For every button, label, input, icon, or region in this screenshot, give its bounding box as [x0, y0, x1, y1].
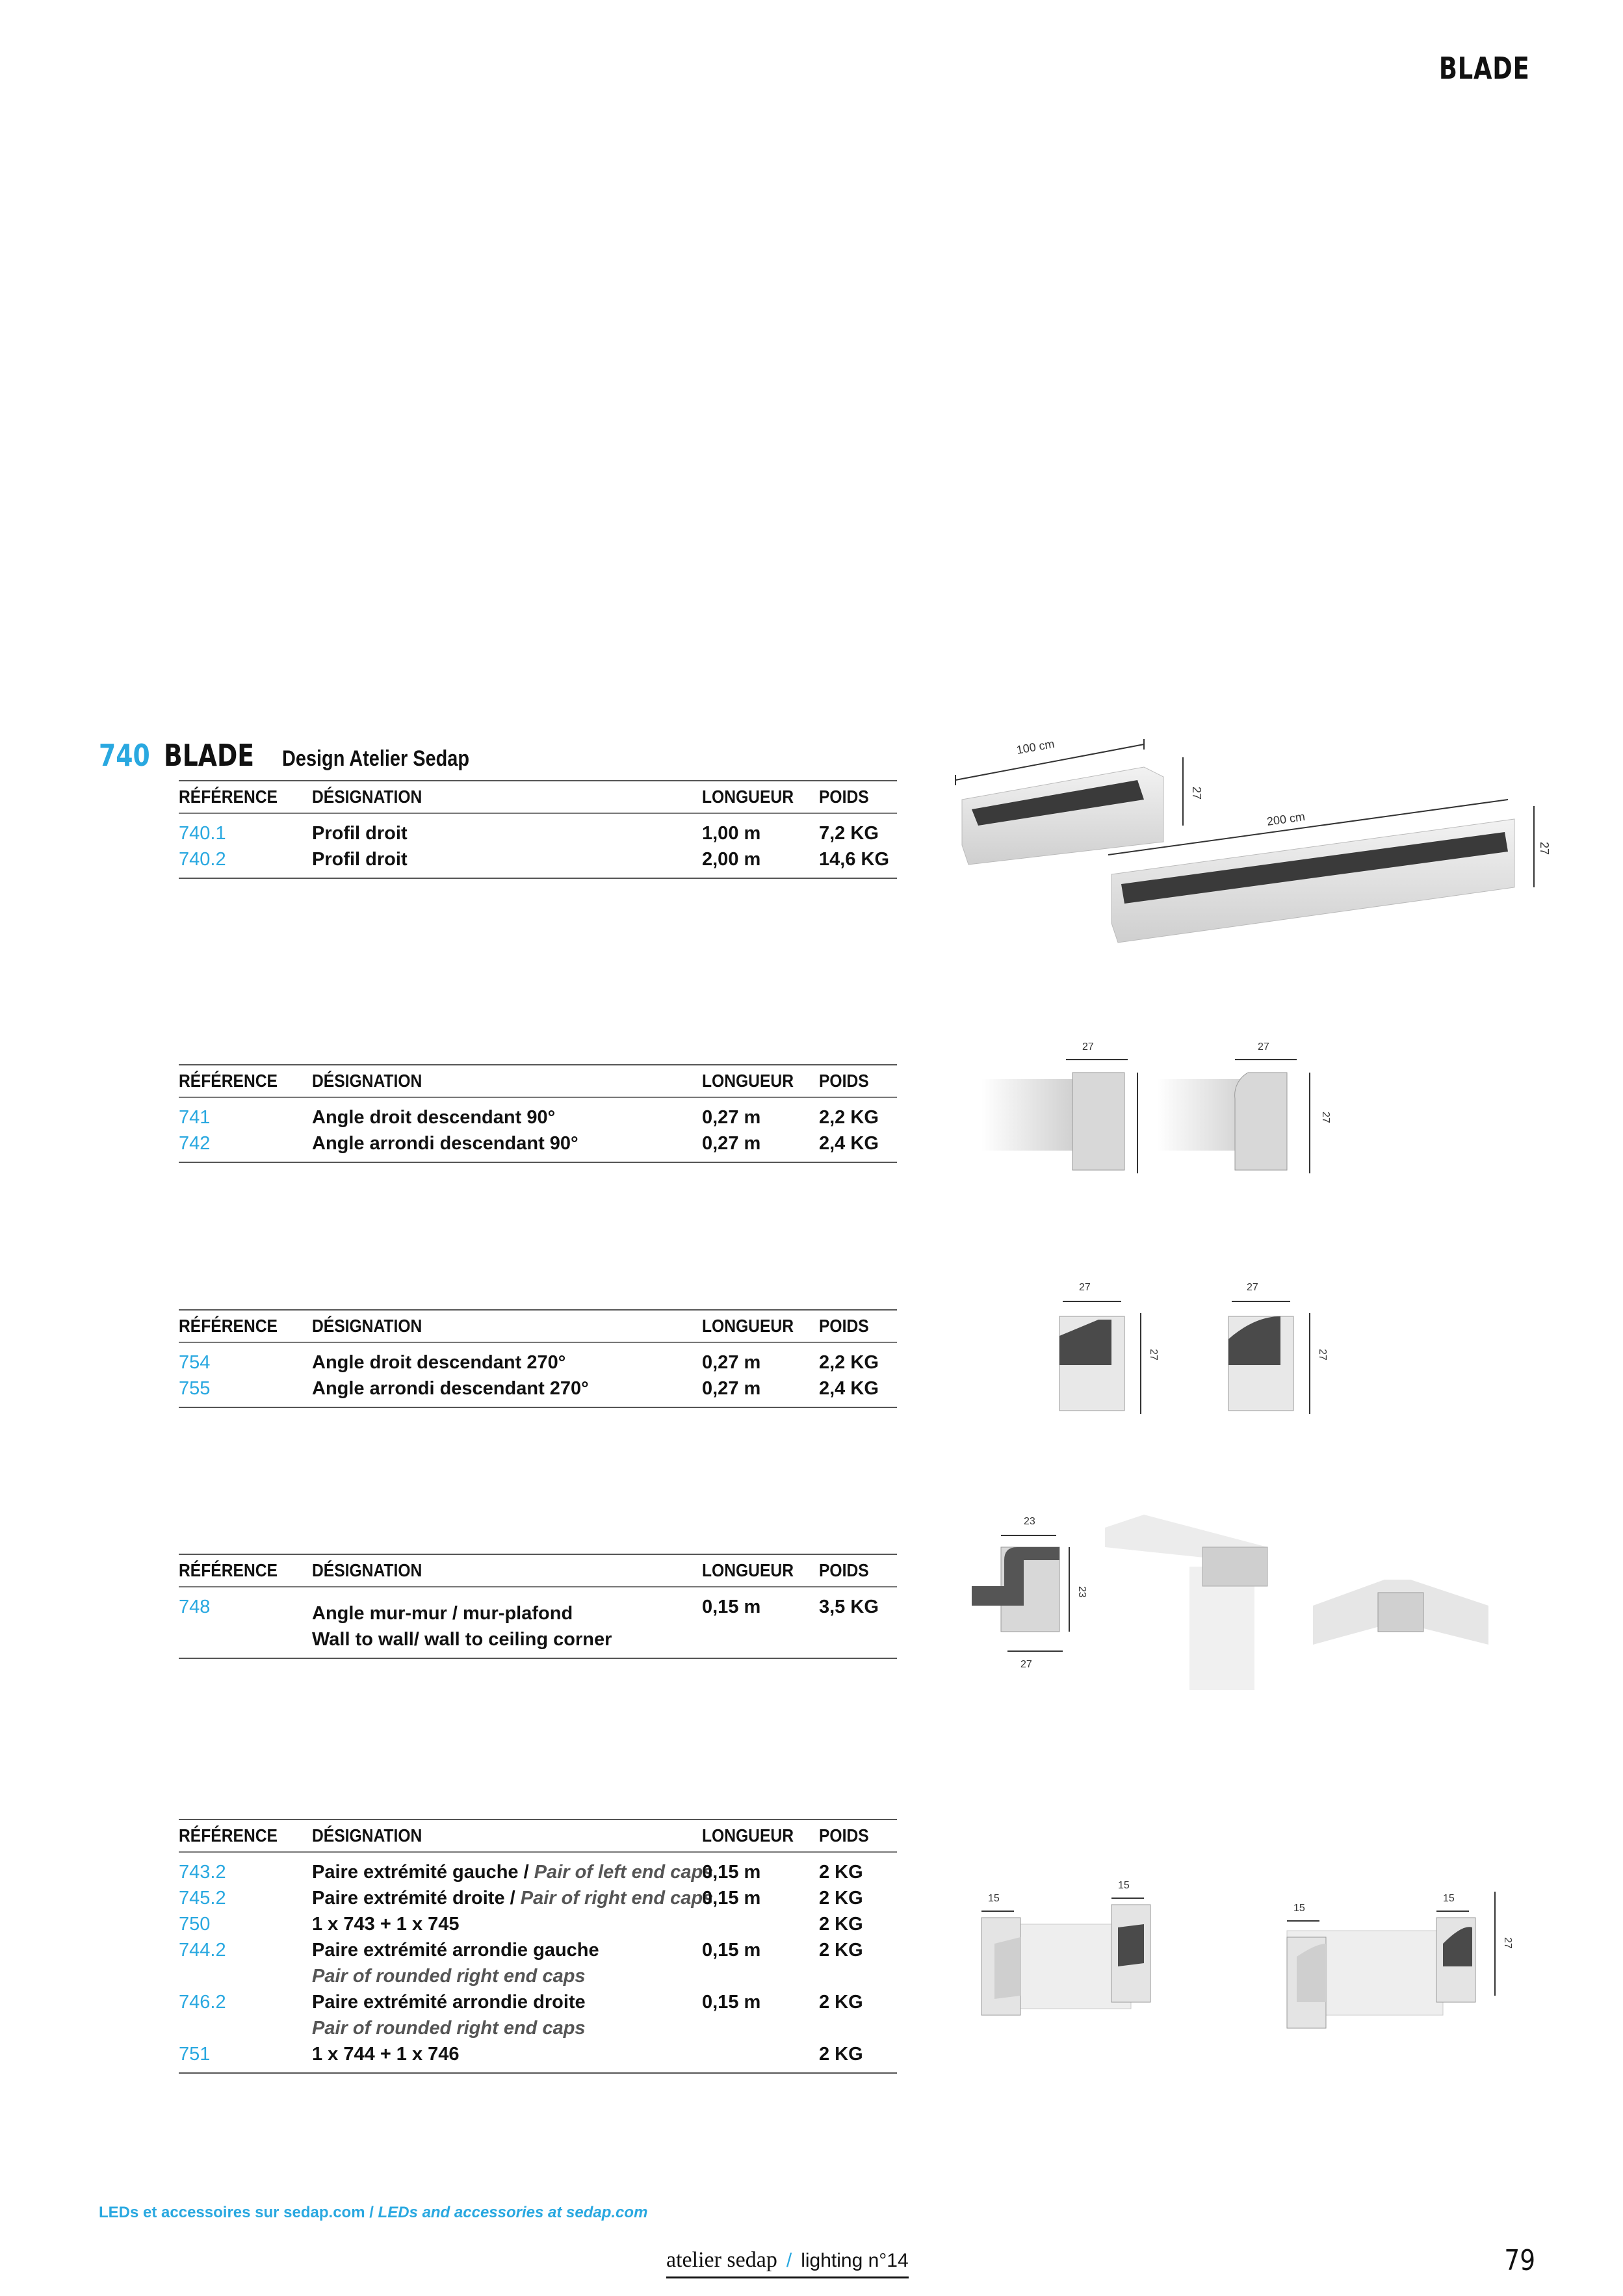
footer-note-fr: LEDs et accessoires sur sedap.com / — [99, 2204, 378, 2221]
poids-cell: 2 KG — [819, 1992, 863, 2013]
len-cell — [702, 1911, 819, 1937]
des-fr: Paire extrémité droite / — [312, 1888, 521, 1909]
header-des: DÉSIGNATION — [312, 1316, 422, 1336]
header-poids: POIDS — [819, 1825, 869, 1846]
des-en: Pair of left end caps — [534, 1862, 714, 1883]
poids-cell: 14,6 KG — [819, 849, 889, 870]
len-cell: 1,00 m — [702, 823, 761, 844]
poids-cell: 2 KG — [819, 1914, 863, 1935]
des-line-en: Wall to wall/ wall to ceiling corner — [312, 1629, 612, 1650]
dim-27-a: 27 — [1190, 787, 1203, 800]
spec-table-wall-corner — [179, 1554, 897, 1659]
dim-27-g: 27 — [1148, 1349, 1159, 1361]
dim-27-k: 27 — [1502, 1937, 1513, 1949]
des-cell: Profil droit — [312, 823, 408, 844]
diagram-angles-90 — [962, 1034, 1365, 1190]
dim-27-d: 27 — [1258, 1041, 1269, 1052]
ref-cell: 740.1 — [179, 823, 226, 844]
len-cell: 2,00 m — [702, 849, 761, 870]
dim-15-c: 15 — [1293, 1903, 1305, 1914]
des-cell: Angle arrondi descendant 90° — [312, 1133, 578, 1154]
des-cell: Angle droit descendant 270° — [312, 1352, 566, 1373]
dim-27-c: 27 — [1082, 1041, 1094, 1052]
table-header — [179, 1555, 897, 1587]
header-des: DÉSIGNATION — [312, 1071, 422, 1091]
table-header — [179, 1065, 897, 1098]
des-cell: Angle droit descendant 90° — [312, 1107, 556, 1128]
header-ref: RÉFÉRENCE — [179, 1560, 278, 1580]
dim-15-a: 15 — [988, 1893, 1000, 1904]
dim-15-d: 15 — [1443, 1893, 1455, 1904]
len-cell: 0,15 m — [702, 1597, 761, 1617]
poids-cell: 2 KG — [819, 1888, 863, 1909]
ref-cell: 745.2 — [179, 1888, 226, 1909]
ref-cell: 751 — [179, 2044, 211, 2065]
dim-27-b: 27 — [1538, 842, 1551, 855]
ref-cell: 741 — [179, 1107, 211, 1128]
table-header — [179, 1820, 897, 1853]
poids-cell: 7,2 KG — [819, 823, 879, 844]
len-cell: 0,15 m — [702, 1992, 761, 2013]
ref-cell: 744.2 — [179, 1940, 226, 1961]
ref-cell: 748 — [179, 1597, 211, 1617]
spec-table-angles-90 — [179, 1064, 897, 1163]
header-ref: RÉFÉRENCE — [179, 1825, 278, 1846]
des-cell — [312, 1989, 702, 2041]
ref-cell: 743.2 — [179, 1862, 226, 1883]
table-row — [179, 1376, 897, 1402]
des-cell: 1 x 743 + 1 x 745 — [312, 1914, 460, 1935]
len-cell: 0,27 m — [702, 1352, 761, 1373]
header-len: LONGUEUR — [702, 1316, 794, 1336]
ref-cell: 746.2 — [179, 1992, 226, 2013]
product-number: 740 — [99, 738, 150, 773]
len-cell: 0,27 m — [702, 1378, 761, 1399]
poids-cell: 2,2 KG — [819, 1107, 879, 1128]
dim-27-i: 27 — [1317, 1349, 1328, 1361]
dim-27-e: 27 — [1320, 1112, 1331, 1123]
len-cell: 0,27 m — [702, 1133, 761, 1154]
des-cell: Profil droit — [312, 849, 408, 870]
diagram-wall-corner — [955, 1508, 1527, 1703]
header-ref: RÉFÉRENCE — [179, 787, 278, 807]
des-cell: Angle arrondi descendant 270° — [312, 1378, 589, 1399]
table-row — [179, 820, 897, 846]
dim-100cm: 100 cm — [1015, 737, 1056, 757]
diagram-angles-270 — [1001, 1274, 1339, 1424]
spec-table-end-caps — [179, 1819, 897, 2074]
dim-27-f: 27 — [1079, 1282, 1091, 1293]
header-des: DÉSIGNATION — [312, 787, 422, 807]
issue-label: lighting n°14 — [801, 2250, 909, 2271]
des-line-en: Pair of rounded right end caps — [312, 2018, 586, 2039]
poids-cell: 2,4 KG — [819, 1133, 879, 1154]
header-des: DÉSIGNATION — [312, 1825, 422, 1846]
table-row — [179, 846, 897, 872]
footer-note-en: LEDs and accessories at sedap.com — [378, 2204, 648, 2221]
dim-27-h: 27 — [1247, 1282, 1258, 1293]
table-header — [179, 781, 897, 814]
poids-cell: 2 KG — [819, 2044, 863, 2065]
poids-cell: 2,4 KG — [819, 1378, 879, 1399]
header-poids: POIDS — [819, 1560, 869, 1580]
table-header — [179, 1311, 897, 1343]
spec-table-profiles — [179, 780, 897, 879]
poids-cell: 3,5 KG — [819, 1597, 879, 1617]
des-line-fr: Paire extrémité arrondie droite — [312, 1992, 586, 2013]
des-line-fr: Paire extrémité arrondie gauche — [312, 1940, 599, 1961]
des-cell — [312, 1594, 702, 1652]
des-cell: 1 x 744 + 1 x 746 — [312, 2044, 460, 2065]
des-fr: Paire extrémité gauche / — [312, 1862, 534, 1883]
des-cell — [312, 1859, 714, 1885]
des-line-en: Pair of rounded right end caps — [312, 1966, 586, 1987]
header-len: LONGUEUR — [702, 1825, 794, 1846]
dim-200cm: 200 cm — [1266, 809, 1306, 828]
table-row — [179, 1937, 897, 1989]
ref-cell: 742 — [179, 1133, 211, 1154]
product-title — [99, 738, 502, 777]
table-row — [179, 1130, 897, 1156]
page-number: 79 — [1504, 2244, 1535, 2277]
footer-note — [99, 2204, 647, 2222]
table-row — [179, 2041, 897, 2067]
len-cell — [702, 2041, 819, 2067]
table-row — [179, 1594, 897, 1652]
len-cell: 0,15 m — [702, 1940, 761, 1961]
dim-15-b: 15 — [1118, 1880, 1130, 1891]
header-len: LONGUEUR — [702, 787, 794, 807]
footer-brand — [666, 2248, 909, 2278]
table-row — [179, 1859, 897, 1885]
ref-cell: 740.2 — [179, 849, 226, 870]
poids-cell: 2 KG — [819, 1862, 863, 1883]
table-row — [179, 1911, 897, 1937]
header-ref: RÉFÉRENCE — [179, 1071, 278, 1091]
table-row — [179, 1989, 897, 2041]
table-row — [179, 1350, 897, 1376]
len-cell: 0,15 m — [702, 1888, 761, 1909]
table-row — [179, 1104, 897, 1130]
ref-cell: 750 — [179, 1914, 211, 1935]
des-cell — [312, 1937, 702, 1989]
product-design: Design Atelier Sedap — [281, 746, 469, 771]
header-len: LONGUEUR — [702, 1071, 794, 1091]
brand-name: atelier sedap — [666, 2248, 777, 2272]
dim-27-j: 27 — [1020, 1659, 1032, 1670]
header-len: LONGUEUR — [702, 1560, 794, 1580]
header-des: DÉSIGNATION — [312, 1560, 422, 1580]
des-line-fr: Angle mur-mur / mur-plafond — [312, 1603, 573, 1624]
spec-table-angles-270 — [179, 1309, 897, 1408]
dim-23-a: 23 — [1024, 1516, 1035, 1527]
ref-cell: 754 — [179, 1352, 211, 1373]
header-poids: POIDS — [819, 1071, 869, 1091]
diagram-straight-profiles — [949, 728, 1551, 962]
des-en: Pair of right end caps — [520, 1888, 714, 1909]
poids-cell: 2 KG — [819, 1940, 863, 1961]
table-row — [179, 1885, 897, 1911]
poids-cell: 2,2 KG — [819, 1352, 879, 1373]
des-cell — [312, 1885, 714, 1911]
dim-23-b: 23 — [1076, 1586, 1087, 1598]
brand-separator: / — [786, 2250, 792, 2271]
header-poids: POIDS — [819, 1316, 869, 1336]
header-ref: RÉFÉRENCE — [179, 1316, 278, 1336]
page-header: BLADE — [1439, 51, 1530, 86]
len-cell: 0,27 m — [702, 1107, 761, 1128]
diagram-end-caps — [962, 1866, 1534, 2061]
header-poids: POIDS — [819, 787, 869, 807]
ref-cell: 755 — [179, 1378, 211, 1399]
product-name: BLADE — [164, 738, 255, 773]
len-cell: 0,15 m — [702, 1862, 761, 1883]
